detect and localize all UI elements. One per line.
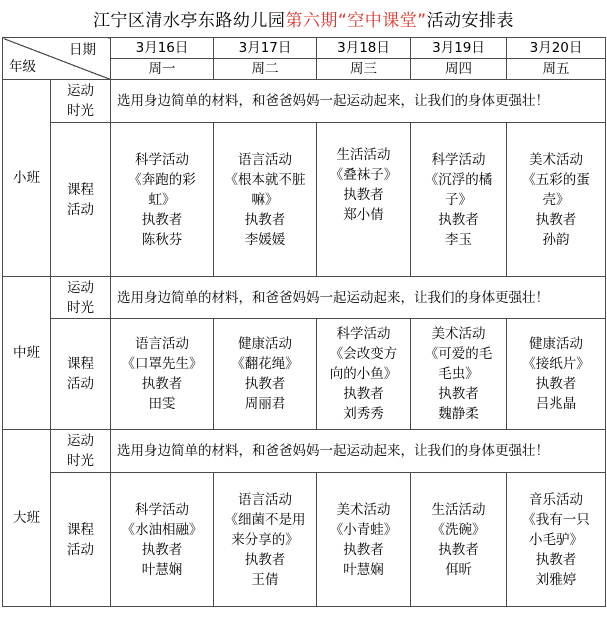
course-cell: 健康活动 《接纸片》 执教者 吕兆晶 [507,319,606,430]
exercise-row-middle [3,277,606,319]
schedule-table [2,37,606,607]
course-cell: 生活活动 《洗碗》 执教者 佴昕 [411,473,507,607]
date-cell: 3月19日 [411,38,507,59]
course-label: 课程 活动 [51,123,111,277]
exercise-label: 运动 时光 [51,277,111,319]
weekday-cell: 周一 [111,59,214,80]
course-cell: 美术活动 《五彩的蛋 壳》 执教者 孙韵 [507,123,606,277]
grade-header-label: 年级 [9,59,36,75]
grade-small: 小班 [3,80,51,277]
course-cell: 科学活动 《沉浮的橘 子》 执教者 李玉 [411,123,507,277]
exercise-row-small [3,80,606,123]
course-cell: 科学活动 《水油相融》 执教者 叶慧娴 [111,473,214,607]
date-header-label: 日期 [69,42,96,58]
header-date-row [3,38,606,59]
course-row-large [3,473,606,607]
course-row-small [3,123,606,277]
course-cell: 科学活动 《会改变方 向的小鱼》 执教者 刘秀秀 [317,319,411,430]
date-cell: 3月17日 [214,38,317,59]
course-cell: 语言活动 《口罩先生》 执教者 田雯 [111,319,214,430]
course-cell: 美术活动 《可爱的毛 毛虫》 执教者 魏静柔 [411,319,507,430]
exercise-label: 运动 时光 [51,430,111,473]
course-cell: 语言活动 《根本就不脏 嘛》 执教者 李媛媛 [214,123,317,277]
corner-header [3,38,111,80]
course-cell: 语言活动 《细菌不是用 来分享的》 执教者 王倩 [214,473,317,607]
course-cell: 健康活动 《翻花绳》 执教者 周丽君 [214,319,317,430]
date-cell: 3月18日 [317,38,411,59]
exercise-slogan: 选用身边简单的材料，和爸爸妈妈一起运动起来，让我们的身体更强壮！ [111,277,606,319]
title-suffix: 活动安排表 [426,11,515,31]
exercise-row-large [3,430,606,473]
course-cell: 科学活动 《奔跑的彩 虹》 执教者 陈秋芬 [111,123,214,277]
grade-middle: 中班 [3,277,51,430]
weekday-cell: 周三 [317,59,411,80]
exercise-slogan: 选用身边简单的材料，和爸爸妈妈一起运动起来，让我们的身体更强壮！ [111,430,606,473]
course-row-middle [3,319,606,430]
grade-large: 大班 [3,430,51,607]
course-label: 课程 活动 [51,319,111,430]
weekday-cell: 周二 [214,59,317,80]
course-cell: 音乐活动 《我有一只 小毛驴》 执教者 刘雅婷 [507,473,606,607]
title-program: “空中课堂” [337,11,427,31]
title-issue: 第六期 [285,11,338,31]
course-label: 课程 活动 [51,473,111,607]
date-cell: 3月20日 [507,38,606,59]
page-title [0,6,607,31]
exercise-slogan: 选用身边简单的材料，和爸爸妈妈一起运动起来，让我们的身体更强壮！ [111,80,606,123]
exercise-label: 运动 时光 [51,80,111,123]
weekday-cell: 周五 [507,59,606,80]
course-cell: 生活活动 《叠袜子》 执教者 郑小倩 [317,123,411,277]
title-school: 江宁区清水亭东路幼儿园 [92,11,286,31]
weekday-cell: 周四 [411,59,507,80]
date-cell: 3月16日 [111,38,214,59]
course-cell: 美术活动 《小青蛙》 执教者 叶慧娴 [317,473,411,607]
